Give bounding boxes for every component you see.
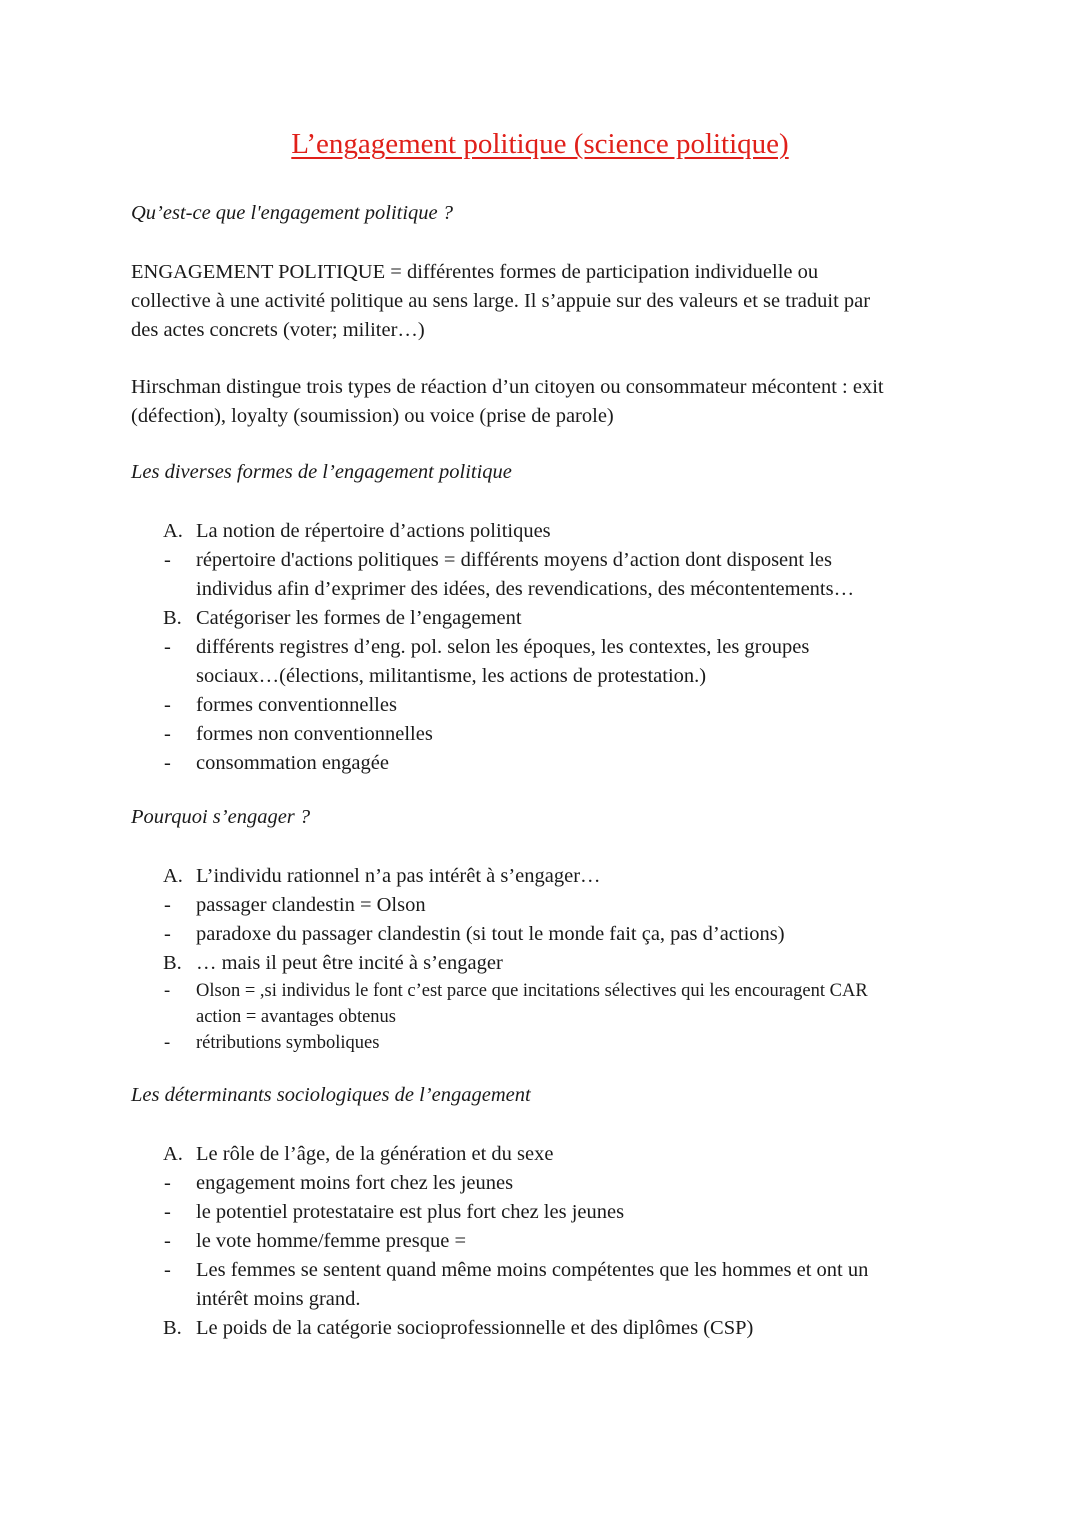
list-item: formes non conventionnelles <box>196 723 433 745</box>
bullet-dash: - <box>164 1033 171 1053</box>
list-item: La notion de répertoire d’actions politiques <box>196 520 551 542</box>
bullet-dash: - <box>164 636 171 658</box>
bullet-dash: - <box>164 1172 171 1194</box>
bullet-dash: - <box>164 752 171 774</box>
definition-line: ENGAGEMENT POLITIQUE = différentes formes de participation individuelle ou <box>131 261 819 283</box>
list-item: Le rôle de l’âge, de la génération et du sexe <box>196 1143 554 1165</box>
hirschman-line: (défection), loyalty (soumission) ou voice (prise de parole) <box>131 405 614 427</box>
list-item-continuation: intérêt moins grand. <box>196 1288 361 1310</box>
list-marker: A. <box>163 865 183 887</box>
document-title: L’engagement politique (science politique) <box>291 128 789 160</box>
list-marker: B. <box>163 607 182 629</box>
bullet-dash: - <box>164 549 171 571</box>
bullet-dash: - <box>164 1230 171 1252</box>
list-item: le vote homme/femme presque = <box>196 1230 467 1252</box>
list-item-continuation: action = avantages obtenus <box>196 1007 396 1027</box>
list-marker: B. <box>163 1317 182 1339</box>
list-item: rétributions symboliques <box>196 1033 380 1053</box>
list-marker: B. <box>163 952 182 974</box>
list-item: consommation engagée <box>196 752 389 774</box>
question-heading: Qu’est-ce que l'engagement politique ? <box>131 202 454 224</box>
bullet-dash: - <box>164 894 171 916</box>
list-item: paradoxe du passager clandestin (si tout le monde fait ça, pas d’actions) <box>196 923 785 945</box>
definition-line: des actes concrets (voter; militer…) <box>131 319 425 341</box>
list-item: passager clandestin = Olson <box>196 894 426 916</box>
list-item: formes conventionnelles <box>196 694 397 716</box>
list-item: L’individu rationnel n’a pas intérêt à s’engager… <box>196 865 601 887</box>
bullet-dash: - <box>164 981 171 1001</box>
definition-line: collective à une activité politique au sens large. Il s’appuie sur des valeurs et se traduit par <box>131 290 871 312</box>
list-item: le potentiel protestataire est plus fort chez les jeunes <box>196 1201 625 1223</box>
hirschman-line: Hirschman distingue trois types de réaction d’un citoyen ou consommateur mécontent : exit <box>131 376 884 398</box>
section-heading: Les diverses formes de l’engagement politique <box>131 461 512 483</box>
list-item: engagement moins fort chez les jeunes <box>196 1172 514 1194</box>
bullet-dash: - <box>164 723 171 745</box>
list-item: … mais il peut être incité à s’engager <box>196 952 503 974</box>
list-item: répertoire d'actions politiques = différents moyens d’action dont disposent les <box>196 549 833 571</box>
list-item: Les femmes se sentent quand même moins compétentes que les hommes et ont un <box>196 1259 869 1281</box>
bullet-dash: - <box>164 923 171 945</box>
list-marker: A. <box>163 520 183 542</box>
bullet-dash: - <box>164 1259 171 1281</box>
list-item: Olson = ,si individus le font c’est parce que incitations sélectives qui les encouragent CAR <box>196 981 868 1001</box>
list-marker: A. <box>163 1143 183 1165</box>
list-item: Le poids de la catégorie socioprofessionnelle et des diplômes (CSP) <box>196 1317 754 1339</box>
list-item: différents registres d’eng. pol. selon les époques, les contextes, les groupes <box>196 636 810 658</box>
bullet-dash: - <box>164 694 171 716</box>
section-heading: Pourquoi s’engager ? <box>131 806 311 828</box>
list-item-continuation: sociaux…(élections, militantisme, les actions de protestation.) <box>196 665 707 687</box>
section-heading: Les déterminants sociologiques de l’engagement <box>131 1084 531 1106</box>
list-item-continuation: individus afin d’exprimer des idées, des revendications, des mécontentements… <box>196 578 855 600</box>
list-item: Catégoriser les formes de l’engagement <box>196 607 522 629</box>
bullet-dash: - <box>164 1201 171 1223</box>
